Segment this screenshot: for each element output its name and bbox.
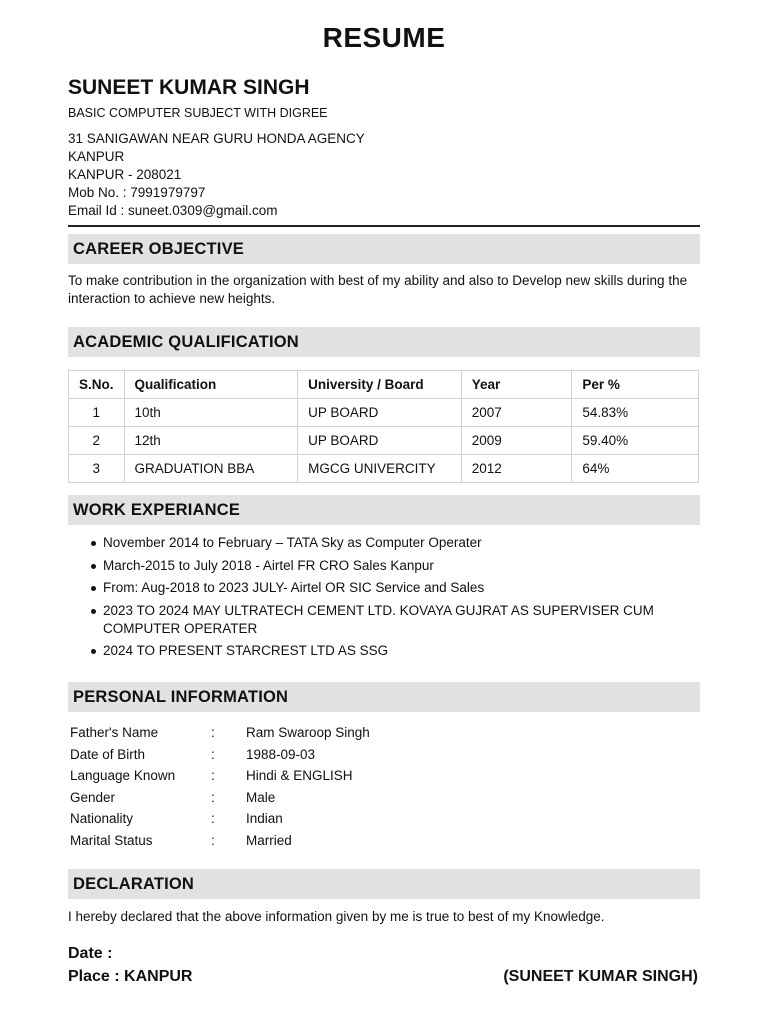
field-value: Hindi & ENGLISH [246,768,353,784]
field-value: 1988-09-03 [246,746,316,762]
signature-name: (SUNEET KUMAR SINGH) [503,968,698,985]
document-title: RESUME [322,22,446,53]
section-heading: ACADEMIC QUALIFICATION [73,332,299,351]
field-value: Male [246,789,276,805]
table-cell: UP BOARD [298,399,462,427]
section-personal-information [68,682,700,712]
section-academic-qualification [68,327,700,357]
section-heading: WORK EXPERIANCE [73,500,241,519]
candidate-subtitle: BASIC COMPUTER SUBJECT WITH DIGREE [68,106,328,120]
section-heading: PERSONAL INFORMATION [73,687,289,706]
field-label: Marital Status [70,832,153,848]
academic-table [68,370,699,483]
field-separator: : [211,746,215,762]
place-label: Place : KANPUR [68,968,193,985]
table-header-row [69,371,699,399]
table-cell: 64% [572,455,699,483]
work-experience-list [90,534,700,665]
table-cell: UP BOARD [298,427,462,455]
table-cell: 59.40% [572,427,699,455]
contact-block [68,130,708,220]
address-line: 31 SANIGAWAN NEAR GURU HONDA AGENCY [68,131,365,146]
personal-row-fathers-name [70,722,570,744]
field-label: Language Known [70,768,176,784]
table-cell: 12th [124,427,298,455]
section-declaration [68,869,700,899]
table-cell: 1 [69,399,125,427]
personal-row-nationality [70,808,570,830]
list-item: 2024 TO PRESENT STARCREST LTD AS SSG [90,642,700,660]
field-label: Nationality [70,811,134,827]
section-heading: CAREER OBJECTIVE [73,239,244,258]
column-header: Year [461,371,572,399]
field-separator: : [211,768,215,784]
candidate-header [68,76,708,220]
table-cell: 2009 [461,427,572,455]
list-item: From: Aug-2018 to 2023 JULY- Airtel OR SIC Service and Sales [90,579,700,597]
table-row [69,399,699,427]
column-header: University / Board [298,371,462,399]
section-work-experience [68,495,700,525]
table-cell: 2012 [461,455,572,483]
table-row [69,455,699,483]
candidate-name: SUNEET KUMAR SINGH [68,76,310,99]
personal-row-language [70,765,570,787]
table-cell: 54.83% [572,399,699,427]
list-item: November 2014 to February – TATA Sky as Computer Operater [90,534,700,552]
career-objective-text: To make contribution in the organization with best of my ability and also to Develop new skills during the interaction to achieve new heights. [68,273,688,306]
table-row [69,427,699,455]
field-separator: : [211,832,215,848]
declaration-text: I hereby declared that the above information given by me is true to best of my Knowledge. [68,909,605,924]
address-line: KANPUR [68,149,125,164]
field-separator: : [211,811,215,827]
column-header: Per % [572,371,699,399]
field-value: Indian [246,811,283,827]
field-separator: : [211,725,215,741]
personal-row-date-of-birth [70,744,570,766]
section-heading: DECLARATION [73,874,195,893]
table-cell: 3 [69,455,125,483]
field-value: Married [246,832,292,848]
section-career-objective [68,234,700,264]
field-label: Date of Birth [70,746,146,762]
field-value: Ram Swaroop Singh [246,725,370,741]
personal-row-marital-status [70,830,570,852]
header-divider [68,225,700,227]
table-cell: MGCG UNIVERCITY [298,455,462,483]
address-line: KANPUR - 208021 [68,167,182,182]
column-header: S.No. [69,371,125,399]
personal-info-list [70,722,570,851]
date-label: Date : [68,945,113,962]
field-label: Father's Name [70,725,159,741]
email-address: Email Id : suneet.0309@gmail.com [68,203,278,218]
list-item: March-2015 to July 2018 - Airtel FR CRO Sales Kanpur [90,557,700,575]
table-cell: 10th [124,399,298,427]
table-cell: 2 [69,427,125,455]
table-cell: GRADUATION BBA [124,455,298,483]
field-separator: : [211,789,215,805]
personal-row-gender [70,787,570,809]
list-item: 2023 TO 2024 MAY ULTRATECH CEMENT LTD. KOVAYA GUJRAT AS SUPERVISER CUM COMPUTER OPERATER [90,602,700,638]
mobile-number: Mob No. : 7991979797 [68,185,206,200]
table-cell: 2007 [461,399,572,427]
field-label: Gender [70,789,116,805]
column-header: Qualification [124,371,298,399]
